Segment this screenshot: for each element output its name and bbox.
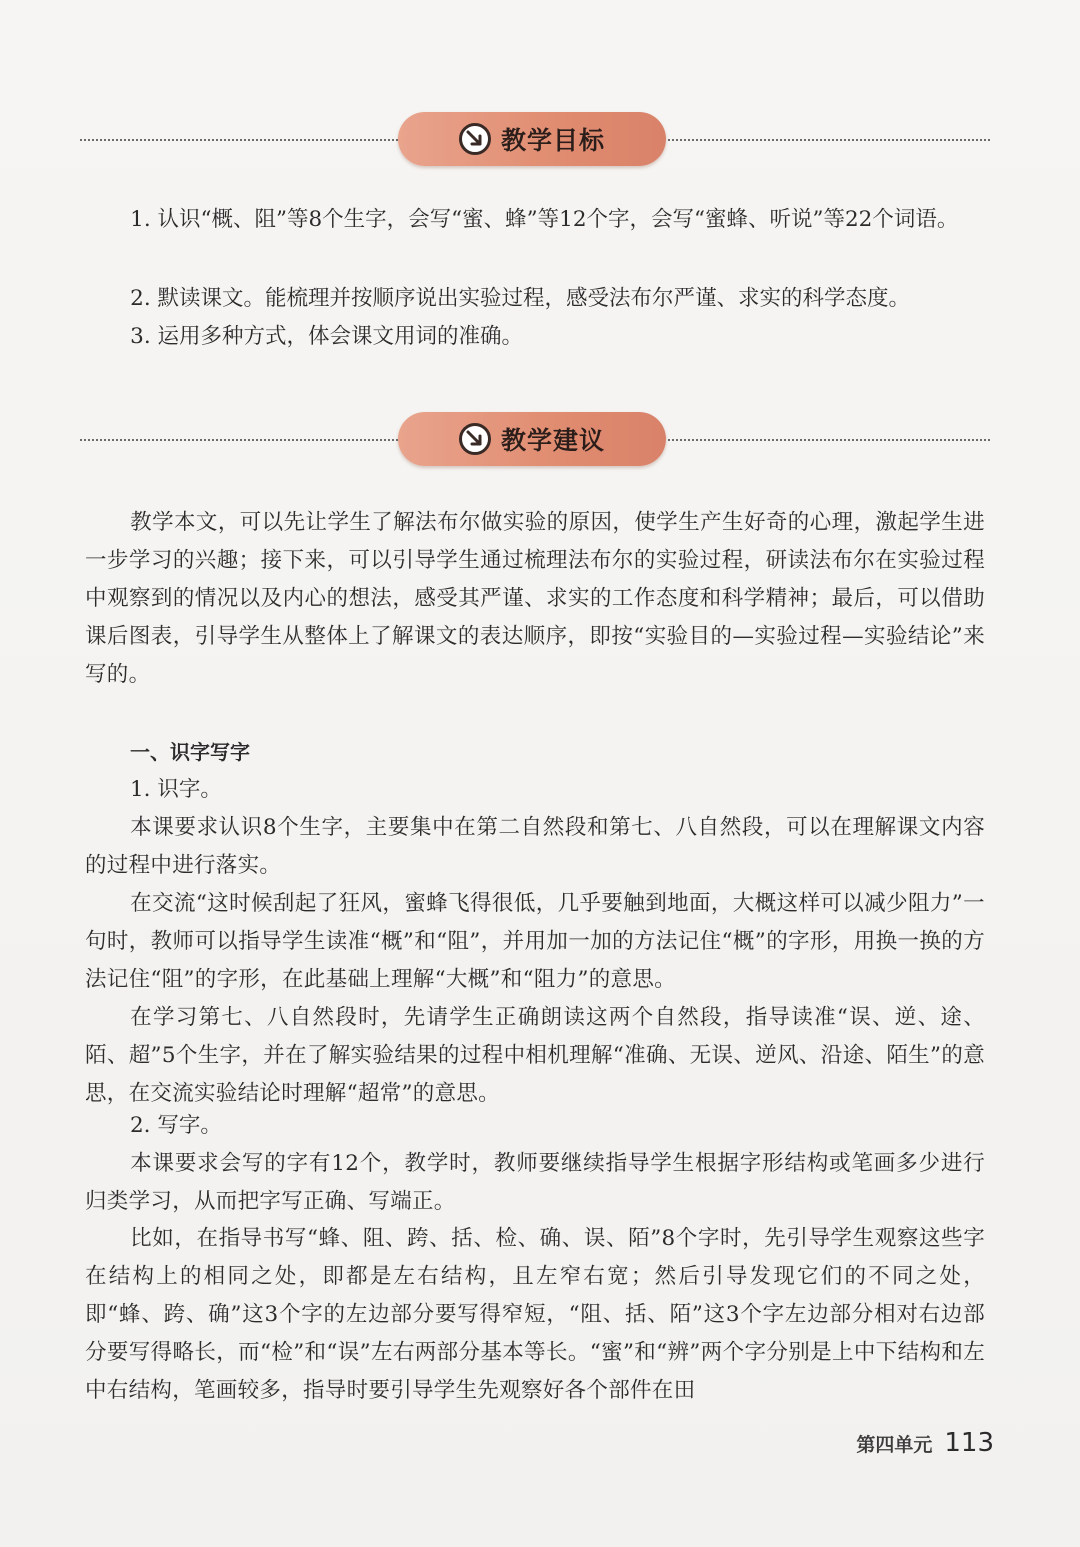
goal-item-1: 1. 认识“概、阻”等8个生字，会写“蜜、蜂”等12个字，会写“蜜蜂、听说”等22个词语。	[130, 207, 959, 232]
arrow-circle-icon	[459, 423, 491, 455]
page-footer	[856, 1428, 994, 1458]
sub1-label: 1. 识字。	[130, 777, 222, 802]
section-pill-suggestions	[398, 412, 666, 466]
sub1-para-1: 本课要求认识8个生字，主要集中在第二自然段和第七、八自然段，可以在理解课文内容的过程中进行落实。	[85, 815, 985, 878]
section-header-suggestions	[80, 412, 990, 468]
part1-heading: 一、识字写字	[130, 740, 250, 764]
sub2-para-1: 本课要求会写的字有12个，教学时，教师要继续指导学生根据字形结构或笔画多少进行归类学习，从而把字写正确、写端正。	[85, 1151, 985, 1214]
goal-item-2: 2. 默读课文。能梳理并按顺序说出实验过程，感受法布尔严谨、求实的科学态度。	[130, 286, 910, 311]
dotted-rule-right	[668, 439, 990, 441]
section-pill-goals	[398, 112, 666, 166]
dotted-rule-left	[80, 139, 398, 141]
page-number: 113	[944, 1428, 994, 1458]
sub1-para-2: 在交流“这时候刮起了狂风，蜜蜂飞得很低，几乎要触到地面，大概这样可以减少阻力”一句时，教师可以指导学生读准“概”和“阻”，并用加一加的方法记住“概”的字形，用换一换的方法记住“阻”的字形，在此基础上理解“大概”和“阻力”的意思。	[85, 891, 985, 992]
unit-label: 第四单元	[856, 1434, 933, 1456]
section-title-suggestions: 教学建议	[500, 426, 605, 455]
arrow-circle-icon	[459, 123, 491, 155]
sub1-para-3: 在学习第七、八自然段时，先请学生正确朗读这两个自然段，指导读准“误、逆、途、陌、超”5个生字，并在了解实验结果的过程中相机理解“准确、无误、逆风、沿途、陌生”的意思，在交流实验结论时理解“超常”的意思。	[85, 1005, 985, 1106]
goal-item-3: 3. 运用多种方式，体会课文用词的准确。	[130, 324, 523, 349]
suggestions-intro: 教学本文，可以先让学生了解法布尔做实验的原因，使学生产生好奇的心理，激起学生进一步学习的兴趣；接下来，可以引导学生通过梳理法布尔的实验过程，研读法布尔在实验过程中观察到的情况以及内心的想法，感受其严谨、求实的工作态度和科学精神；最后，可以借助课后图表，引导学生从整体上了解课文的表达顺序，即按“实验目的—实验过程—实验结论”来写的。	[85, 510, 985, 687]
sub2-label: 2. 写字。	[130, 1113, 222, 1138]
dotted-rule-right	[668, 139, 990, 141]
section-header-goals	[80, 112, 990, 168]
dotted-rule-left	[80, 439, 398, 441]
sub2-para-2: 比如，在指导书写“蜂、阻、跨、括、检、确、误、陌”8个字时，先引导学生观察这些字在结构上的相同之处，即都是左右结构，且左窄右宽；然后引导发现它们的不同之处，即“蜂、跨、确”这3个字的左边部分要写得窄短，“阻、括、陌”这3个字左边部分相对右边部分要写得略长，而“检”和“误”左右两部分基本等长。“蜜”和“辨”两个字分别是上中下结构和左中右结构，笔画较多，指导时要引导学生先观察好各个部件在田	[85, 1226, 985, 1403]
section-title-goals: 教学目标	[500, 126, 605, 155]
